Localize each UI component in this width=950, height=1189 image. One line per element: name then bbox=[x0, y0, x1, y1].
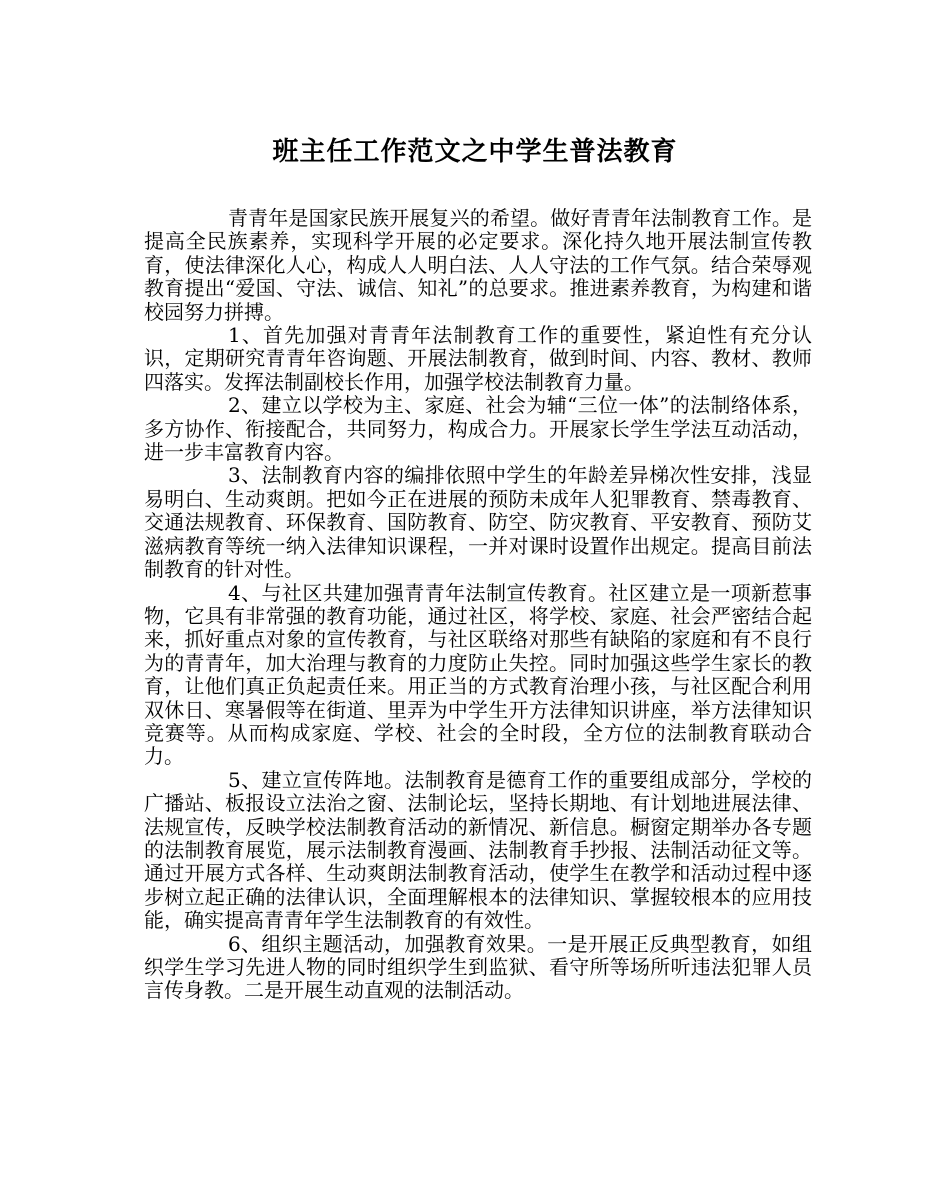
paragraph-item-4: 4、与社区共建加强青青年法制宣传教育。社区建立是一项新惹事物，它具有非常强的教育功能，通过社区，将学校、家庭、社会严密结合起来，抓好重点对象的宣传教育，与社区联络对那些有缺陷的家庭和有不良行为的青青年，加大治理与教育的力度防止失控。同时加强这些学生家长的教育，让他们真正负起责任来。用正当的方式教育治理小孩，与社区配合利用双休日、寒暑假等在街道、里弄为中学生开方法律知识讲座，举方法律知识竞赛等。从而构成家庭、学校、社会的全时段，全方位的法制教育联动合力。 bbox=[144, 580, 812, 769]
paragraph-intro: 青青年是国家民族开展复兴的希望。做好青青年法制教育工作。是提高全民族素养，实现科学开展的必定要求。深化持久地开展法制宣传教育，使法律深化人心，构成人人明白法、人人守法的工作气氛。结合荣辱观教育提出“爱国、守法、诚信、知礼”的总要求。推进素养教育，为构建和谐校园努力拼搏。 bbox=[144, 206, 812, 324]
paragraph-item-1: 1、首先加强对青青年法制教育工作的重要性，紧迫性有充分认识，定期研究青青年咨询题、开展法制教育，做到时间、内容、教材、教师四落实。发挥法制副校长作用，加强学校法制教育力量。 bbox=[144, 323, 812, 394]
document-title: 班主任工作范文之中学生普法教育 bbox=[272, 137, 678, 167]
paragraph-item-2: 2、建立以学校为主、家庭、社会为辅“三位一体”的法制络体系，多方协作、衔接配合，共同努力，构成合力。开展家长学生学法互动活动，进一步丰富教育内容。 bbox=[144, 393, 812, 465]
document-body bbox=[144, 207, 812, 1003]
paragraph-item-5: 5、建立宣传阵地。法制教育是德育工作的重要组成部分，学校的广播站、板报设立法治之窗、法制论坛，坚持长期地、有计划地进展法律、法规宣传，反映学校法制教育活动的新情况、新信息。橱窗定期举办各专题的法制教育展览，展示法制教育漫画、法制教育手抄报、法制活动征文等。通过开展方式各样、生动爽朗法制教育活动，使学生在教学和活动过程中逐步树立起正确的法律认识，全面理解根本的法律知识、掌握较根本的应用技能，确实提高青青年学生法制教育的有效性。 bbox=[144, 767, 812, 933]
paragraph-item-3: 3、法制教育内容的编排依照中学生的年龄差异梯次性安排，浅显易明白、生动爽朗。把如今正在进展的预防未成年人犯罪教育、禁毒教育、交通法规教育、环保教育、国防教育、防空、防灾教育、平安教育、预防艾滋病教育等统一纳入法律知识课程，一并对课时设置作出规定。提高目前法制教育的针对性。 bbox=[144, 463, 812, 582]
paragraph-item-6: 6、组织主题活动，加强教育效果。一是开展正反典型教育，如组织学生学习先进人物的同时组织学生到监狱、看守所等场所听违法犯罪人员言传身教。二是开展生动直观的法制活动。 bbox=[144, 931, 812, 1003]
